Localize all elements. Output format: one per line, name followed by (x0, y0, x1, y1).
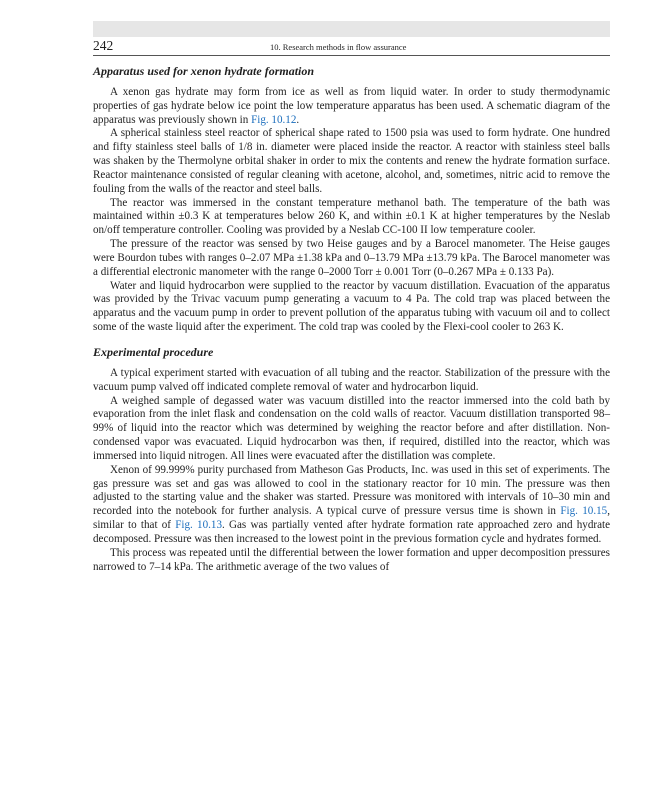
paragraph: A weighed sample of degassed water was vacuum distilled into the reactor immersed into the cold bath by evaporation from the inlet flask and condensation on the cold walls of reactor. Vacuum distillation transported 98–99% of liquid into the reactor which was determined by weighing the reactor before and after distillation. Non-condensed vapor was evacuated. Liquid hydrocarbon was then, if required, distilled into the reactor, which was immersed into liquid nitrogen. All lines were evacuated after the distillation was complete. (93, 394, 610, 462)
section-experimental-procedure (93, 345, 610, 574)
paragraph: Xenon of 99.999% purity purchased from Matheson Gas Products, Inc. was used in this set of experiments. The gas pressure was set and gas was allowed to cool in the stationary reactor for 10 min. The pressure was then adjusted to the starting value and the shaker was started. Pressure was monitored with intervals of 10–30 min and recorded into the notebook for further analysis. A typical curve of pressure versus time is shown in Fig. 10.15, similar to that of Fig. 10.13. Gas was partially vented after hydrate formation rate approached zero and hydrate decomposed. Pressure was then increased to the lowest point in the previous formation cycle and hydrates formed. (93, 463, 610, 545)
paragraph: A xenon gas hydrate may form from ice as well as from liquid water. In order to study thermodynamic properties of gas hydrate below ice point the low temperature apparatus has been used. A schematic diagram of the apparatus was previously shown in Fig. 10.12. (93, 86, 610, 126)
paragraph: A typical experiment started with evacuation of all tubing and the reactor. Stabilization of the pressure with the vacuum pump valved off indicated complete removal of water and hydrocarbon liquid. (93, 366, 610, 393)
top-gray-band (93, 21, 610, 37)
paragraph: The reactor was immersed in the constant temperature methanol bath. The temperature of the bath was maintained within ±0.3 K at temperatures below 260 K, and within ±0.1 K at higher temperatures by the Neslab on/off temperature controller. Cooling was provided by a Neslab CC-100 II low temperature cooler. (93, 196, 610, 237)
figure-link[interactable]: Fig. 10.15 (560, 505, 608, 518)
section-heading: Experimental procedure (93, 344, 214, 359)
section-apparatus (93, 64, 610, 335)
page-number: 242 (93, 38, 114, 53)
paragraph: Water and liquid hydrocarbon were supplied to the reactor by vacuum distillation. Evacuation of the apparatus was provided by the Trivac vacuum pump generating a vacuum to 4 Pa. The cold trap was placed between the apparatus and the vacuum pump in order to prevent pollution of the apparatus tubing with vacuum oil and to collect some of the waste liquid after the experiment. The cold trap was cooled by the Flexi-cool cooler to 263 K. (93, 279, 610, 334)
running-head: 10. Research methods in flow assurance (270, 42, 407, 52)
paragraph: This process was repeated until the differential between the lower formation and upper decomposition pressures narrowed to 7–14 kPa. The arithmetic average of the two values of (93, 546, 610, 573)
paragraph: The pressure of the reactor was sensed by two Heise gauges and by a Barocel manometer. The Heise gauges were Bourdon tubes with ranges 0–2.07 MPa ±1.38 kPa and 0–13.79 MPa ±13.79 kPa. The Barocel manometer was a differential electronic manometer with the range 0–2000 Torr ± 0.001 Torr (0–0.267 MPa ± 0.133 Pa). (93, 238, 610, 278)
page-body (93, 64, 610, 574)
paragraph: A spherical stainless steel reactor of spherical shape rated to 1500 psia was used to form hydrate. One hundred and fifty stainless steel balls of 1/8 in. diameter were placed inside the reactor. A reactor with stainless steel balls was shaken by the Thermolyne orbital shaker in order to mix the contents and renew the hydrate formation surface. Reactor maintenance consisted of regular cleaning with acetone, alcohol, and, sometimes, nitric acid to remove the fouling from the walls of the reactor and steel balls. (93, 127, 610, 195)
figure-link[interactable]: Fig. 10.12 (251, 113, 297, 126)
page-header (93, 37, 610, 56)
section-heading: Apparatus used for xenon hydrate formation (93, 64, 315, 78)
figure-link[interactable]: Fig. 10.13 (175, 519, 222, 532)
